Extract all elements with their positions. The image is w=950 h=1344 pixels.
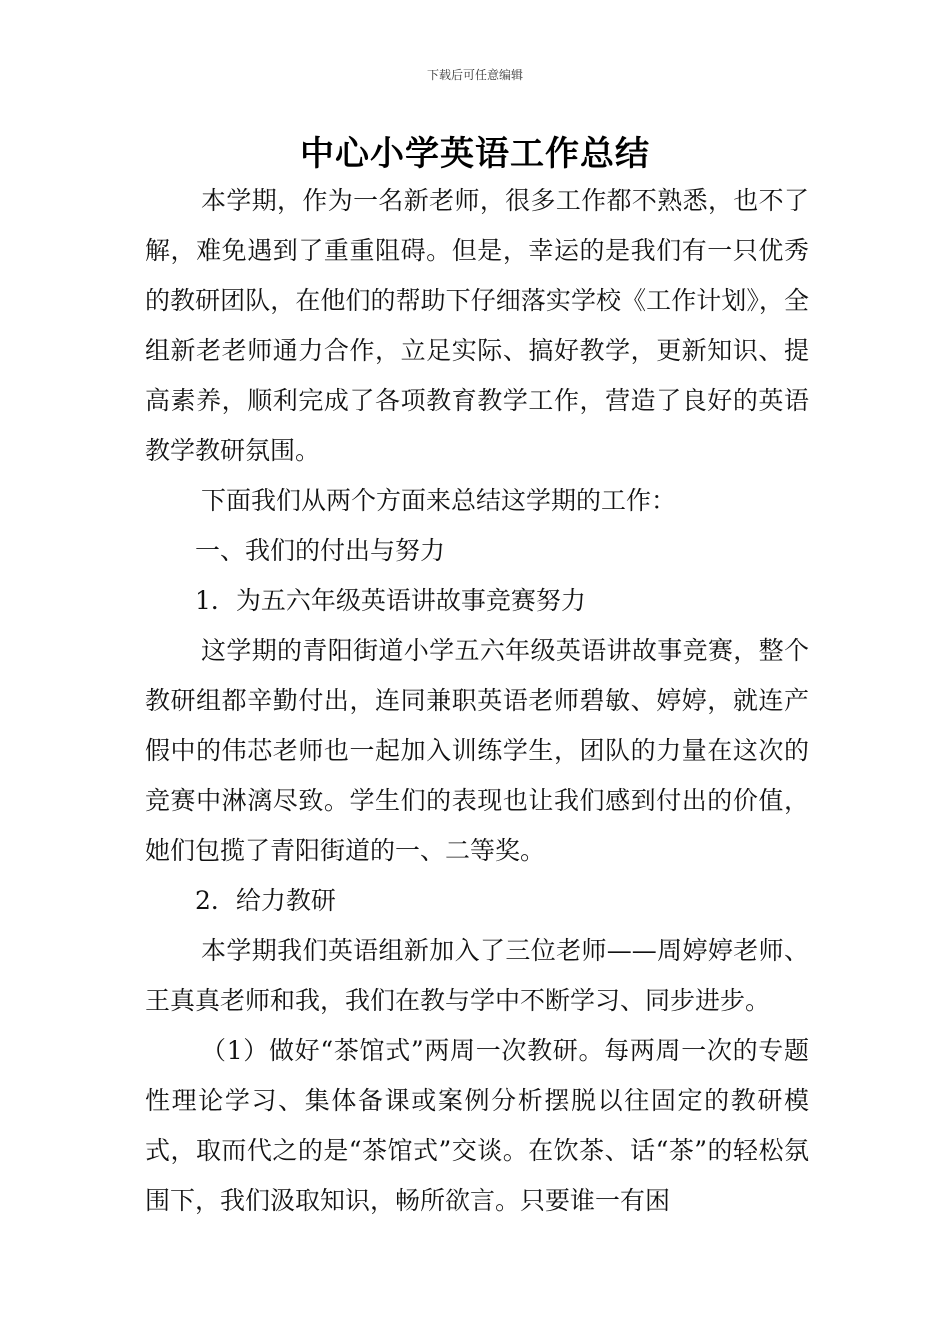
paragraph-new-teachers: 本学期我们英语组新加入了三位老师——周婷婷老师、王真真老师和我，我们在教与学中不断学习、同步进步。 xyxy=(145,936,809,1015)
subsection-heading-1: 1．为五六年级英语讲故事竞赛努力 xyxy=(195,586,586,615)
page-header-note: 下载后可任意编辑 xyxy=(426,68,523,82)
section-heading-1: 一、我们的付出与努力 xyxy=(195,536,446,565)
subsection-heading-2: 2．给力教研 xyxy=(195,886,336,915)
document-title: 中心小学英语工作总结 xyxy=(300,134,650,174)
paragraph-competition: 这学期的青阳街道小学五六年级英语讲故事竞赛，整个教研组都辛勤付出，连同兼职英语老师碧敏、婷婷，就连产假中的伟芯老师也一起加入训练学生，团队的力量在这次的竞赛中淋漓尽致。学生们的表现也让我们感到付出的价值，她们包揽了青阳街道的一、二等奖。 xyxy=(145,636,809,865)
paragraph-teahouse-research: （1）做好“茶馆式”两周一次教研。每两周一次的专题性理论学习、集体备课或案例分析摆脱以往固定的教研模式，取而代之的是“茶馆式”交谈。在饮茶、话“茶”的轻松氛围下，我们汲取知识，畅所欲言。只要谁一有困 xyxy=(145,1036,809,1215)
paragraph-intro: 本学期，作为一名新老师，很多工作都不熟悉，也不了解，难免遇到了重重阻碍。但是，幸运的是我们有一只优秀的教研团队，在他们的帮助下仔细落实学校《工作计划》，全组新老老师通力合作，立足实际、搞好教学，更新知识、提高素养，顺利完成了各项教育教学工作，营造了良好的英语教学教研氛围。 xyxy=(145,186,809,465)
paragraph-summary-lead: 下面我们从两个方面来总结这学期的工作： xyxy=(201,486,677,515)
document-body xyxy=(145,176,809,1226)
